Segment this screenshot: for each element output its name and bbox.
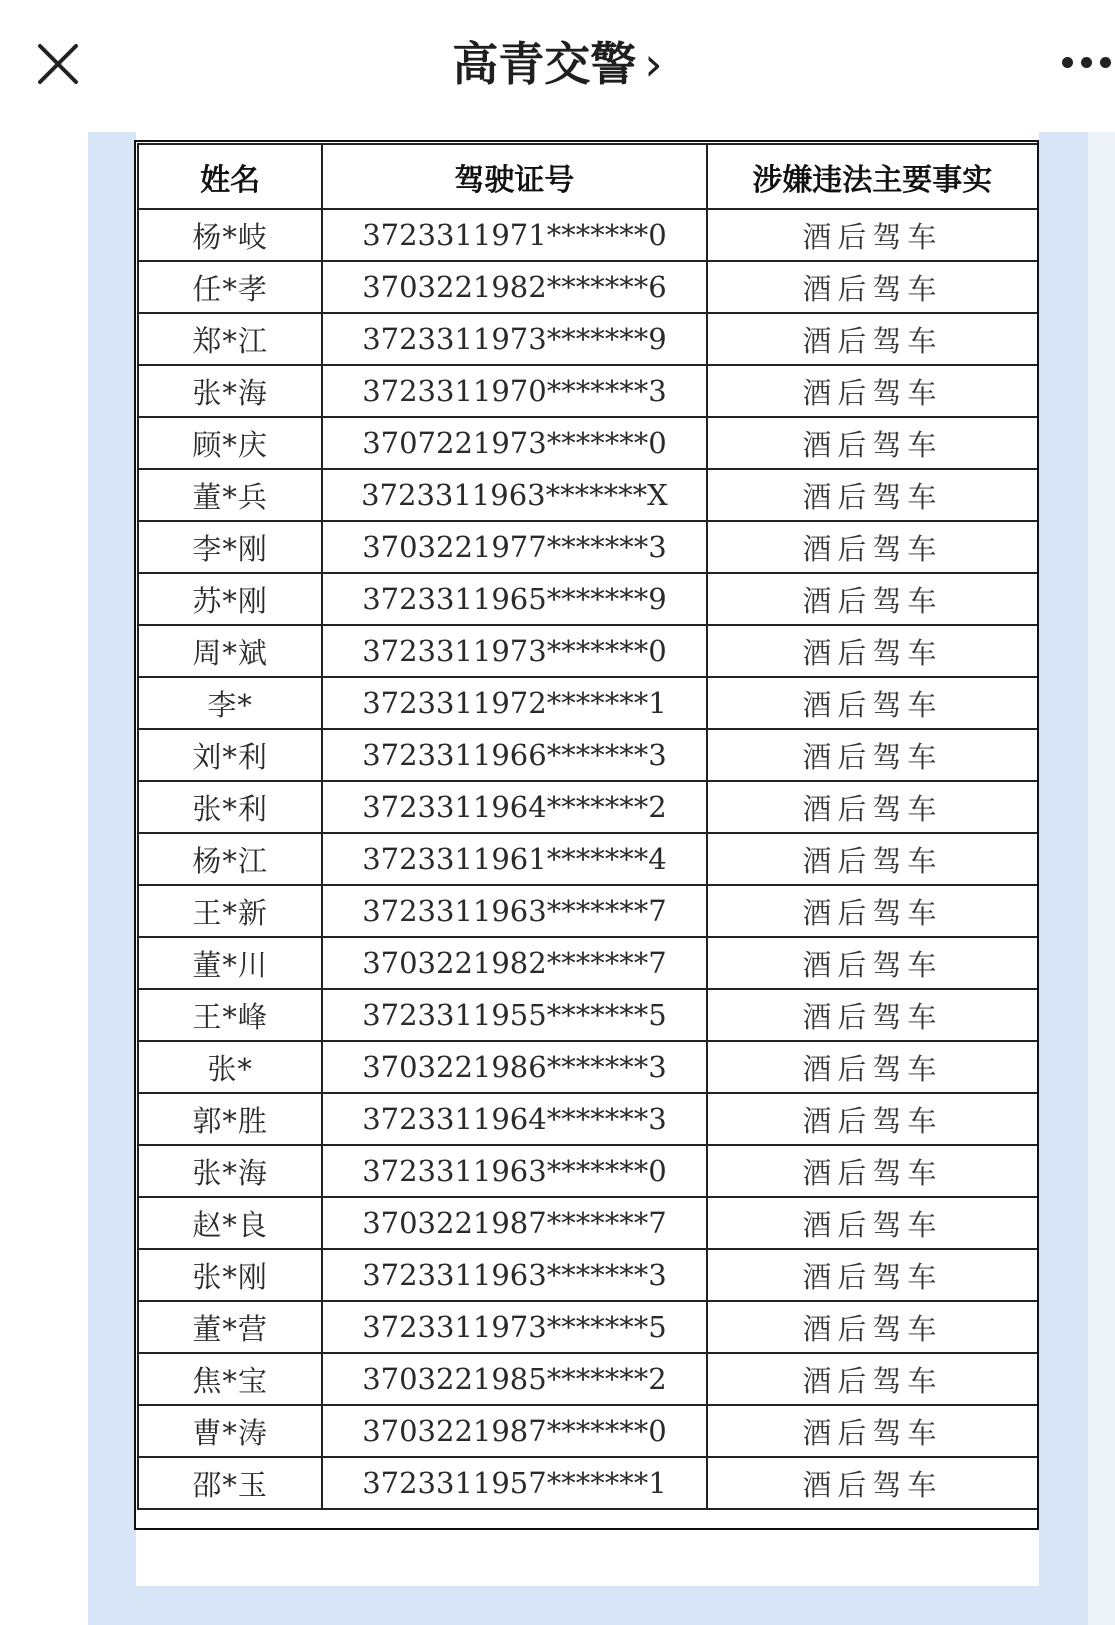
cell-name: 郑*江 [138,313,322,365]
cell-fact: 酒后驾车 [707,1197,1038,1249]
table-row [138,521,1038,573]
cell-name: 张*利 [138,781,322,833]
cell-fact: 酒后驾车 [707,573,1038,625]
cell-license-number: 3703221987*******0 [322,1405,706,1457]
cell-name: 张*海 [138,1145,322,1197]
cell-fact: 酒后驾车 [707,625,1038,677]
cell-license-number: 3703221985*******2 [322,1353,706,1405]
cell-license-number: 3723311957*******1 [322,1457,706,1509]
cell-license-number: 3703221977*******3 [322,521,706,573]
cell-license-number: 3723311971*******0 [322,209,706,261]
cell-name: 张* [138,1041,322,1093]
table-row [138,313,1038,365]
cell-license-number: 3707221973*******0 [322,417,706,469]
table-row [138,677,1038,729]
cell-fact: 酒后驾车 [707,1353,1038,1405]
cell-license-number: 3723311963*******0 [322,1145,706,1197]
cell-fact: 酒后驾车 [707,677,1038,729]
cell-license-number: 3703221982*******7 [322,937,706,989]
table-row [138,1301,1038,1353]
chevron-right-icon: › [644,37,663,91]
table-row [138,417,1038,469]
cell-fact: 酒后驾车 [707,989,1038,1041]
cell-license-number: 3723311955*******5 [322,989,706,1041]
cell-name: 焦*宝 [138,1353,322,1405]
cell-name: 杨*江 [138,833,322,885]
cell-license-number: 3723311965*******9 [322,573,706,625]
cell-name: 董*川 [138,937,322,989]
table-row [138,781,1038,833]
more-button[interactable] [1062,52,1115,78]
table-row [138,1405,1038,1457]
table-row [138,833,1038,885]
cell-fact: 酒后驾车 [707,885,1038,937]
cell-name: 顾*庆 [138,417,322,469]
cell-name: 赵*良 [138,1197,322,1249]
cell-fact: 酒后驾车 [707,261,1038,313]
table-row [138,261,1038,313]
page-title: 高青交警 [452,37,637,91]
table-row [138,1197,1038,1249]
table-row [138,625,1038,677]
cell-fact: 酒后驾车 [707,1457,1038,1509]
cell-license-number: 3723311961*******4 [322,833,706,885]
cell-fact: 酒后驾车 [707,1405,1038,1457]
cell-fact: 酒后驾车 [707,1249,1038,1301]
cell-name: 杨*岐 [138,209,322,261]
cell-name: 任*孝 [138,261,322,313]
cell-name: 张*海 [138,365,322,417]
cell-name: 李* [138,677,322,729]
cell-name: 周*斌 [138,625,322,677]
cell-license-number: 3703221986*******3 [322,1041,706,1093]
cell-fact: 酒后驾车 [707,521,1038,573]
table-row [138,1041,1038,1093]
cell-name: 张*刚 [138,1249,322,1301]
cell-fact: 酒后驾车 [707,469,1038,521]
table-row [138,885,1038,937]
cell-fact: 酒后驾车 [707,365,1038,417]
table-row [138,365,1038,417]
cell-license-number: 3723311964*******3 [322,1093,706,1145]
table-row [138,1353,1038,1405]
cell-fact: 酒后驾车 [707,833,1038,885]
cell-name: 王*新 [138,885,322,937]
cell-license-number: 3723311966*******3 [322,729,706,781]
cell-fact: 酒后驾车 [707,1301,1038,1353]
more-icon [1062,57,1073,68]
cell-name: 邵*玉 [138,1457,322,1509]
cell-license-number: 3723311973*******0 [322,625,706,677]
table-row [138,209,1038,261]
cell-name: 王*峰 [138,989,322,1041]
table-row [138,1457,1038,1509]
cell-license-number: 3703221982*******6 [322,261,706,313]
table-row [138,1249,1038,1301]
column-header-fact: 涉嫌违法主要事实 [707,144,1038,209]
cell-license-number: 3723311973*******5 [322,1301,706,1353]
cell-fact: 酒后驾车 [707,937,1038,989]
cell-fact: 酒后驾车 [707,313,1038,365]
cell-name: 董*兵 [138,469,322,521]
cell-name: 董*营 [138,1301,322,1353]
table-header-row [138,144,1038,209]
content-edge [1088,132,1115,1625]
cell-name: 刘*利 [138,729,322,781]
cell-fact: 酒后驾车 [707,1041,1038,1093]
cell-name: 曹*涛 [138,1405,322,1457]
cell-license-number: 3723311963*******X [322,469,706,521]
cell-license-number: 3723311972*******1 [322,677,706,729]
cell-name: 郭*胜 [138,1093,322,1145]
table-row [138,989,1038,1041]
cell-license-number: 3703221987*******7 [322,1197,706,1249]
column-header-name: 姓名 [138,144,322,209]
cell-name: 苏*刚 [138,573,322,625]
cell-name: 李*刚 [138,521,322,573]
table-row [138,469,1038,521]
table-row [138,1145,1038,1197]
column-header-license: 驾驶证号 [322,144,706,209]
cell-license-number: 3723311963*******7 [322,885,706,937]
table-row [138,729,1038,781]
top-bar [0,0,1115,132]
cell-license-number: 3723311970*******3 [322,365,706,417]
table-row [138,573,1038,625]
cell-fact: 酒后驾车 [707,781,1038,833]
cell-fact: 酒后驾车 [707,209,1038,261]
account-title-link[interactable] [0,34,1115,94]
table-row [138,1093,1038,1145]
violation-table [137,143,1039,1510]
cell-fact: 酒后驾车 [707,1145,1038,1197]
cell-fact: 酒后驾车 [707,729,1038,781]
cell-license-number: 3723311963*******3 [322,1249,706,1301]
cell-license-number: 3723311973*******9 [322,313,706,365]
cell-license-number: 3723311964*******2 [322,781,706,833]
table-row [138,937,1038,989]
cell-fact: 酒后驾车 [707,417,1038,469]
cell-fact: 酒后驾车 [707,1093,1038,1145]
